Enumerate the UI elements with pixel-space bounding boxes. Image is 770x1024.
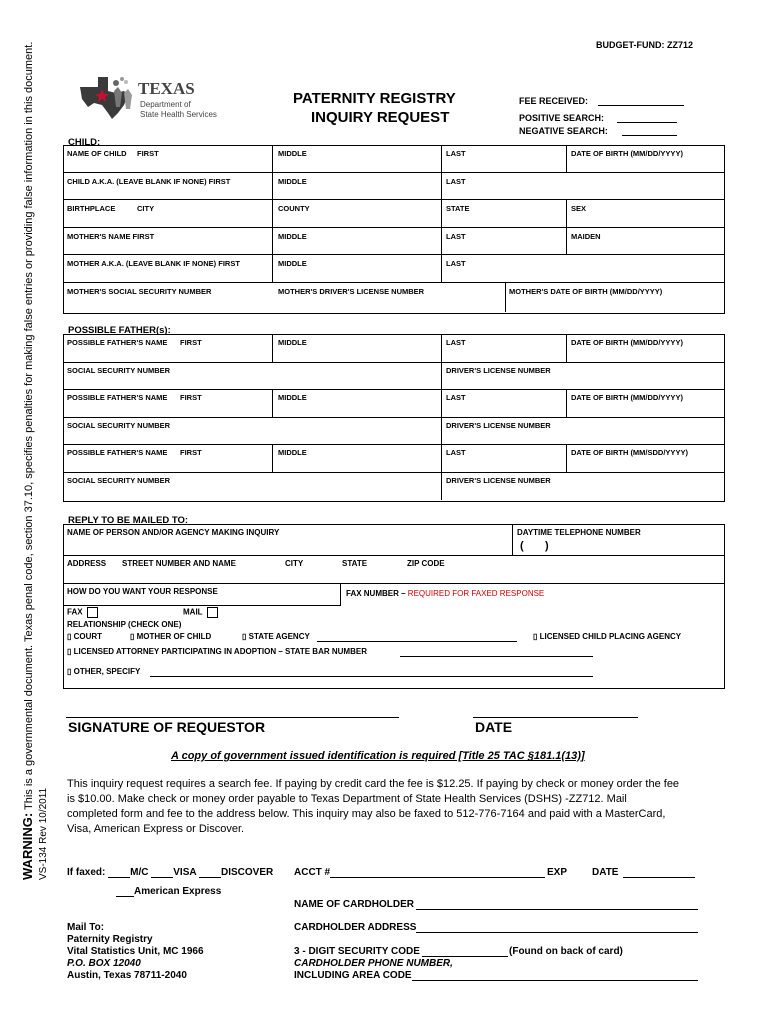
if-faxed-row <box>67 867 273 878</box>
mail-to-block <box>67 922 204 982</box>
other-specify-line[interactable] <box>150 676 593 677</box>
divider <box>63 555 724 556</box>
father2-name-label: POSSIBLE FATHER'S NAME <box>67 393 168 402</box>
how-response-label: HOW DO YOU WANT YOUR RESPONSE <box>67 587 218 596</box>
warning-text: This is a governmental document. Texas penal code, section 37.10, specifies penalties for making false entries or providing false information in this document. <box>23 41 35 813</box>
cardholder-address-label: CARDHOLDER ADDRESS <box>294 922 417 933</box>
fee-line3: completed form and fee to the address below. This inquiry may also be faxed to 512-776-7164 and paid with a MasterCard, <box>67 808 666 820</box>
divider <box>63 199 724 200</box>
divider <box>272 389 273 417</box>
address-label: ADDRESS <box>67 559 107 568</box>
divider <box>63 172 724 173</box>
divider <box>272 334 273 362</box>
mail-checkbox[interactable] <box>207 607 218 618</box>
sig-date-line[interactable] <box>473 717 638 718</box>
father1-ssn-label: SOCIAL SECURITY NUMBER <box>67 366 171 375</box>
cardholder-phone-line[interactable] <box>412 980 698 981</box>
child-last-label: LAST <box>446 149 466 158</box>
birthplace-state-label: STATE <box>446 204 470 213</box>
fee-line1: This inquiry request requires a search fee. If paying by credit card the fee is $12.25. If paying by check or money order the fee <box>67 778 680 790</box>
daytime-phone-label: DAYTIME TELEPHONE NUMBER <box>517 528 641 537</box>
city-label: CITY <box>285 559 304 568</box>
divider <box>566 199 567 255</box>
divider <box>63 227 724 228</box>
divider <box>566 145 567 172</box>
child-aka-middle-label: MIDDLE <box>278 177 307 186</box>
fax-number-text: FAX NUMBER – <box>346 589 408 598</box>
father1-name-label: POSSIBLE FATHER'S NAME <box>67 338 168 347</box>
amex-blank[interactable] <box>116 896 134 897</box>
father2-dl-label: DRIVER'S LICENSE NUMBER <box>446 421 551 430</box>
reply-box <box>63 524 725 689</box>
mail-to-line4: Austin, Texas 78711-2040 <box>67 970 187 981</box>
divider <box>512 524 513 555</box>
title-line2: INQUIRY REQUEST <box>311 109 450 126</box>
negative-search-label: NEGATIVE SEARCH: <box>519 126 608 136</box>
dshs-logo <box>76 73 226 125</box>
mail-to-line1: Paternity Registry <box>67 934 153 945</box>
father1-middle-label: MIDDLE <box>278 338 307 347</box>
fax-option[interactable] <box>67 607 98 618</box>
mother-dl-label: MOTHER'S DRIVER'S LICENSE NUMBER <box>278 287 425 296</box>
licensed-cpa-option[interactable]: ▯ LICENSED CHILD PLACING AGENCY <box>533 632 682 641</box>
father2-first-label: FIRST <box>180 393 202 402</box>
father3-first-label: FIRST <box>180 448 202 457</box>
child-first-label: FIRST <box>137 149 159 158</box>
mc-blank[interactable] <box>108 877 130 878</box>
court-option[interactable]: ▯ COURT <box>67 632 103 641</box>
positive-search-label: POSITIVE SEARCH: <box>519 113 605 123</box>
divider <box>63 605 341 606</box>
divider <box>441 334 442 500</box>
cardholder-name-line[interactable] <box>416 909 698 910</box>
child-section-title: CHILD: <box>68 137 101 148</box>
signature-label: SIGNATURE OF REQUESTOR <box>68 719 266 735</box>
father3-ssn-label: SOCIAL SECURITY NUMBER <box>67 476 171 485</box>
father3-dl-label: DRIVER'S LICENSE NUMBER <box>446 476 551 485</box>
visa-label: VISA <box>173 867 197 878</box>
divider <box>63 417 724 418</box>
reply-section-title: REPLY TO BE MAILED TO: <box>68 515 189 526</box>
divider <box>340 583 341 605</box>
state-agency-option[interactable]: ▯ STATE AGENCY <box>242 632 310 641</box>
side-warning <box>20 42 35 880</box>
logo-texas: TEXAS <box>138 79 195 98</box>
signature-line[interactable] <box>66 717 399 718</box>
id-required-note: A copy of government issued identification is required [Title 25 TAC §181.1(13)] <box>171 750 585 762</box>
cardholder-address-line[interactable] <box>416 932 698 933</box>
acct-line[interactable] <box>330 877 545 878</box>
fax-checkbox[interactable] <box>87 607 98 618</box>
fee-line2: is $10.00. Make check or money order payable to Texas Department of State Health Services (DSHS) -ZZ712. Mail <box>67 793 627 805</box>
father1-last-label: LAST <box>446 338 466 347</box>
divider <box>566 389 567 417</box>
father3-name-label: POSSIBLE FATHER'S NAME <box>67 448 168 457</box>
father2-middle-label: MIDDLE <box>278 393 307 402</box>
acct-label: ACCT # <box>294 867 331 878</box>
mail-to-line3: P.O. BOX 12040 <box>67 958 141 969</box>
fee-line4: Visa, American Express or Discover. <box>67 823 245 835</box>
fax-label: FAX <box>67 607 83 617</box>
divider <box>63 444 724 445</box>
mail-to-label: Mail To: <box>67 922 105 933</box>
father1-dob-label: DATE OF BIRTH (MM/DD/YYYY) <box>571 338 683 347</box>
father1-dl-label: DRIVER'S LICENSE NUMBER <box>446 366 551 375</box>
fax-required-text: REQUIRED FOR FAXED RESPONSE <box>407 589 545 598</box>
father2-ssn-label: SOCIAL SECURITY NUMBER <box>67 421 171 430</box>
mother-last-label: LAST <box>446 232 466 241</box>
visa-blank[interactable] <box>151 877 173 878</box>
budget-fund: BUDGET-FUND: ZZ712 <box>596 40 694 50</box>
mother-maiden-label: MAIDEN <box>571 232 601 241</box>
divider <box>505 282 506 312</box>
divider <box>63 282 724 283</box>
exp-label: EXP <box>547 867 568 878</box>
amex-row <box>116 886 221 897</box>
fax-number-label <box>346 589 544 598</box>
fee-received-line[interactable] <box>598 105 684 106</box>
child-aka-label: CHILD A.K.A. (LEAVE BLANK IF NONE) FIRST <box>67 177 231 186</box>
father2-last-label: LAST <box>446 393 466 402</box>
divider <box>272 444 273 472</box>
mail-label: MAIL <box>183 607 203 617</box>
state-label: STATE <box>342 559 368 568</box>
child-aka-last-label: LAST <box>446 177 466 186</box>
child-middle-label: MIDDLE <box>278 149 307 158</box>
pay-date-line[interactable] <box>623 877 695 878</box>
state-agency-line[interactable] <box>317 641 517 642</box>
father3-middle-label: MIDDLE <box>278 448 307 457</box>
if-faxed-label: If faxed: <box>67 867 106 878</box>
name-agency-label: NAME OF PERSON AND/OR AGENCY MAKING INQUIRY <box>67 528 280 537</box>
phone-area-code[interactable]: ( ) <box>520 540 549 552</box>
fee-paragraph <box>67 777 679 837</box>
divider <box>63 254 724 255</box>
mother-of-child-option[interactable]: ▯ MOTHER OF CHILD <box>130 632 212 641</box>
warning-label: WARNING: <box>20 812 35 880</box>
security-code-label: 3 - DIGIT SECURITY CODE <box>294 946 420 957</box>
mother-aka-label: MOTHER A.K.A. (LEAVE BLANK IF NONE) FIRST <box>67 259 240 268</box>
form-id: VS-134 Rev 10/2011 <box>38 787 49 880</box>
security-code-line[interactable] <box>422 956 508 957</box>
cardholder-name-label: NAME OF CARDHOLDER <box>294 899 414 910</box>
mother-ssn-label: MOTHER'S SOCIAL SECURITY NUMBER <box>67 287 212 296</box>
divider <box>63 389 724 390</box>
bar-number-line[interactable] <box>400 656 593 657</box>
title-line1: PATERNITY REGISTRY <box>293 90 456 107</box>
cardholder-phone-label1: CARDHOLDER PHONE NUMBER, <box>294 958 453 969</box>
mail-option[interactable] <box>183 607 218 618</box>
mother-dob-label: MOTHER'S DATE OF BIRTH (MM/DD/YYYY) <box>509 287 663 296</box>
security-code-note: (Found on back of card) <box>509 946 623 957</box>
relationship-label: RELATIONSHIP (CHECK ONE) <box>67 620 182 629</box>
positive-search-line[interactable] <box>617 122 677 123</box>
other-option[interactable]: ▯ OTHER, SPECIFY <box>67 667 141 676</box>
divider <box>63 472 724 473</box>
discover-blank[interactable] <box>199 877 221 878</box>
birthplace-label: BIRTHPLACE <box>67 204 116 213</box>
fathers-section-title: POSSIBLE FATHER(s): <box>68 325 171 336</box>
cardholder-phone-label2: INCLUDING AREA CODE <box>294 970 412 981</box>
child-dob-label: DATE OF BIRTH (MM/DD/YYYY) <box>571 149 683 158</box>
divider <box>272 145 273 283</box>
father2-dob-label: DATE OF BIRTH (MM/DD/YYYY) <box>571 393 683 402</box>
logo-dept1: Department of <box>140 100 191 109</box>
divider <box>441 145 442 283</box>
mother-aka-middle-label: MIDDLE <box>278 259 307 268</box>
name-of-child-label: NAME OF CHILD <box>67 149 127 158</box>
street-label: STREET NUMBER AND NAME <box>122 559 236 568</box>
birthplace-city-label: CITY <box>137 204 155 213</box>
mother-aka-last-label: LAST <box>446 259 466 268</box>
mother-middle-label: MIDDLE <box>278 232 307 241</box>
attorney-option[interactable]: ▯ LICENSED ATTORNEY PARTICIPATING IN ADOPTION – STATE BAR NUMBER <box>67 647 367 656</box>
pay-date-label: DATE <box>592 867 619 878</box>
divider <box>566 334 567 362</box>
birthplace-county-label: COUNTY <box>278 204 310 213</box>
zip-label: ZIP CODE <box>407 559 445 568</box>
mother-name-label: MOTHER'S NAME FIRST <box>67 232 155 241</box>
father1-first-label: FIRST <box>180 338 202 347</box>
father3-last-label: LAST <box>446 448 466 457</box>
mc-label: M/C <box>130 867 149 878</box>
discover-label: DISCOVER <box>221 867 274 878</box>
father3-dob-label: DATE OF BIRTH (MM/SDD/YYYY) <box>571 448 688 457</box>
divider <box>63 583 724 584</box>
divider <box>566 444 567 472</box>
sex-label: SEX <box>571 204 587 213</box>
negative-search-line[interactable] <box>622 135 677 136</box>
amex-label: American Express <box>134 886 222 897</box>
mail-to-line2: Vital Statistics Unit, MC 1966 <box>67 946 204 957</box>
fee-received-label: FEE RECEIVED: <box>519 96 589 106</box>
divider <box>63 362 724 363</box>
sig-date-label: DATE <box>475 719 513 735</box>
logo-dept2: State Health Services <box>140 110 217 119</box>
